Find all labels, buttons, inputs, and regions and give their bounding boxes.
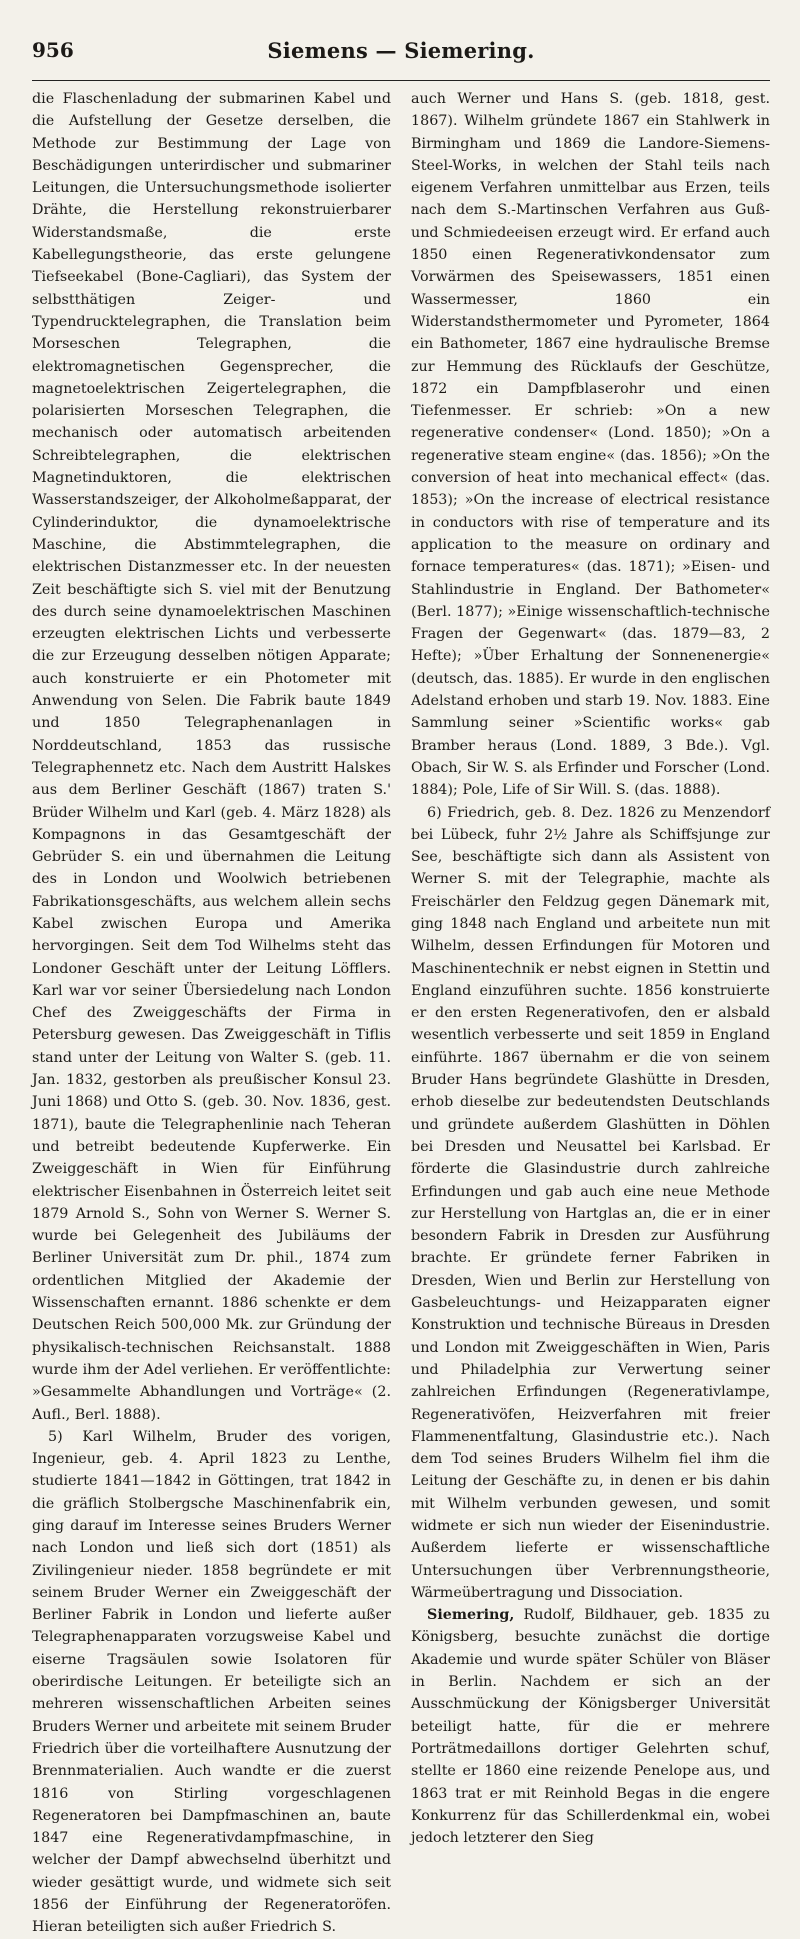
right-column	[411, 88, 770, 1847]
paragraph-werner-inventions: die Flaschenladung der submarinen Kabel und die Aufstellung der Gesetze derselben, die Methode zur Bestimmung der Lage von Beschädigungen unterirdischer und submariner Leitungen, die Untersuchungsmethode isolierter Drähte, die Herstellung rekonstruierbarer Widerstandsmaße, die erste Kabellegungstheorie, das erste gelungene Tiefseekabel (Bone-Cagliari), das System der selbstthätigen Zeiger- und Typendrucktelegraphen, die Translation beim Morseschen Telegraphen, die elektromagnetischen Gegensprecher, die magnetoelektrischen Zeigertelegraphen, die polarisierten Morseschen Telegraphen, die mechanisch oder automatisch arbeitenden Schreibtelegraphen, die elektrischen Magnetinduktoren, die elektrischen Wasserstandszeiger, der Alkoholmeßapparat, der Cylinderinduktor, die dynamoelektrische Maschine, die Abstimmtelegraphen, die elektrischen Distanzmesser etc. In der neuesten Zeit beschäftigte sich S. viel mit der Benutzung des durch seine dynamoelektrischen Maschinen erzeugten elektrischen Lichts und verbesserte die zur Erzeugung desselben nötigen Apparate; auch konstruierte er ein Photometer mit Anwendung von Selen. Die Fabrik baute 1849 und 1850 Telegraphenanlagen in Norddeutschland, 1853 das russische Telegraphennetz etc. Nach dem Austritt Halskes aus dem Berliner Geschäft (1867) traten S.' Brüder Wilhelm und Karl (geb. 4. März 1828) als Kompagnons in das Gesamtgeschäft der Gebrüder S. ein und übernahmen die Leitung des in London und Woolwich betriebenen Fabrikationsgeschäfts, aus welchem allein sechs Kabel zwischen Europa und Amerika hervorgingen. Seit dem Tod Wilhelms steht das Londoner Geschäft unter der Leitung Löfflers. Karl war vor seiner Übersiedelung nach London Chef des Zweiggeschäfts der Firma in Petersburg gewesen. Das Zweiggeschäft in Tiflis stand unter der Leitung von Walter S. (geb. 11. Jan. 1832, gestorben als preußischer Konsul 23. Juni 1868) und Otto S. (geb. 30. Nov. 1836, gest. 1871), baute die Telegraphenlinie nach Teheran und betreibt bedeutende Kupferwerke. Ein Zweiggeschäft in Wien für Einführung elektrischer Eisenbahnen in Österreich leitet seit 1879 Arnold S., Sohn von Werner S. Werner S. wurde bei Gelegenheit des Jubiläums der Berliner Universität zum Dr. phil., 1874 zum ordentlichen Mitglied der Akademie der Wissenschaften ernannt. 1886 schenkte er dem Deutschen Reich 500,000 Mk. zur Gründung der physikalisch-technischen Reichsanstalt. 1888 wurde ihm der Adel verliehen. Er veröffentlichte: »Gesammelte Abhandlungen und Vorträge« (2. Aufl., Berl. 1888).	[32, 91, 391, 1423]
page-header	[32, 38, 770, 78]
paragraph-siemering	[411, 1604, 770, 1849]
left-column	[32, 88, 391, 1936]
header-rule	[32, 80, 770, 81]
page-number: 956	[32, 38, 74, 62]
entry-lemma: Siemering,	[427, 1607, 515, 1624]
text-columns	[32, 88, 770, 1936]
paragraph-friedrich: 6) Friedrich, geb. 8. Dez. 1826 zu Menzendorf bei Lübeck, fuhr 2½ Jahre als Schiffsjunge zur See, beschäftigte sich dann als Assistent von Werner S. mit der Telegraphie, machte als Freischärler den Feldzug gegen Dänemark mit, ging 1848 nach England und arbeitete nun mit Wilhelm, dessen Erfindungen für Motoren und Maschinentechnik er nebst eignen in Stettin und England einzuführen suchte. 1856 konstruierte er den ersten Regenerativofen, den er alsbald wesentlich verbesserte und seit 1859 in England einführte. 1867 übernahm er die von seinem Bruder Hans begründete Glashütte in Dresden, erhob dieselbe zur bedeutendsten Deutschlands und gründete außerdem Glashütten in Döhlen bei Dresden und Neusattel bei Karlsbad. Er förderte die Glasindustrie durch zahlreiche Erfindungen und gab auch eine neue Methode zur Herstellung von Hartglas an, die er in einer besondern Fabrik in Dresden zur Ausführung brachte. Er gründete ferner Fabriken in Dresden, Wien und Berlin zur Herstellung von Gasbeleuchtungs- und Heizapparaten eigner Konstruktion und technische Büreaus in Dresden und London mit Zweiggeschäften in Wien, Paris und Philadelphia zur Verwertung seiner zahlreichen Erfindungen (Regenerativlampe, Regenerativöfen, Heizverfahren mit freier Flammenentfaltung, Glasindustrie etc.). Nach dem Tod seines Bruders Wilhelm fiel ihm die Leitung der Geschäfte zu, in denen er bis dahin mit Wilhelm verbunden gewesen, und somit widmete er sich nun wieder der Eisenindustrie. Außerdem lieferte er wissenschaftliche Untersuchungen über Verbrennungstheorie, Wärmeübertragung und Dissociation.	[411, 804, 770, 1601]
running-title: Siemens — Siemering.	[267, 38, 535, 63]
paragraph-wilhelm-continued: auch Werner und Hans S. (geb. 1818, gest. 1867). Wilhelm gründete 1867 ein Stahlwerk in Birmingham und 1869 die Landore-Siemens-Steel-Works, in welchen der Stahl teils nach eigenem Verfahren unmittelbar aus Erzen, teils nach dem S.-Martinschen Verfahren aus Guß- und Schmiedeeisen erzeugt wird. Er erfand auch 1850 einen Regenerativkondensator zum Vorwärmen des Speisewassers, 1851 einen Wassermesser, 1860 ein Widerstandsthermometer und Pyrometer, 1864 ein Bathometer, 1867 eine hydraulische Bremse zur Hemmung des Rücklaufs der Geschütze, 1872 ein Dampfblaserohr und einen Tiefenmesser. Er schrieb: »On a new regenerative condenser« (Lond. 1850); »On a regenerative steam engine« (das. 1856); »On the conversion of heat into mechanical effect« (das. 1853); »On the increase of electrical resistance in conductors with rise of temperature and its application to the measure on ordinary and fornace temperatures« (das. 1871); »Eisen- und Stahlindustrie in England. Der Bathometer« (Berl. 1877); »Einige wissenschaftlich-technische Fragen der Gegenwart« (das. 1879—83, 2 Hefte); »Über Erhaltung der Sonnenenergie« (deutsch, das. 1885). Er wurde in den englischen Adelstand erhoben und starb 19. Nov. 1883. Eine Sammlung seiner »Scientific works« gab Bramber heraus (Lond. 1889, 3 Bde.). Vgl. Obach, Sir W. S. als Erfinder und Forscher (Lond. 1884); Pole, Life of Sir Will. S. (das. 1888).	[411, 91, 770, 799]
paragraph-karl-wilhelm: 5) Karl Wilhelm, Bruder des vorigen, Ingenieur, geb. 4. April 1823 zu Lenthe, studierte 1841—1842 in Göttingen, trat 1842 in die gräflich Stolbergsche Maschinenfabrik ein, ging darauf im Interesse seines Bruders Werner nach London und ließ sich dort (1851) als Zivilingenieur nieder. 1858 begründete er mit seinem Bruder Werner ein Zweiggeschäft der Berliner Fabrik in London und lieferte außer Telegraphenapparaten vorzugsweise Kabel und eiserne Tragsäulen sowie Isolatoren für oberirdische Leitungen. Er beteiligte sich an mehreren wissenschaftlichen Arbeiten seines Bruders Werner und arbeitete mit seinem Bruder Friedrich über die vorteilhaftere Ausnutzung der Brennmaterialien. Auch wandte er die zuerst 1816 von Stirling vorgeschlagenen Regeneratoren bei Dampfmaschinen an, baute 1847 eine Regenerativdampfmaschine, in welcher der Dampf abwechselnd überhitzt und wieder gesättigt wurde, und widmete sich seit 1856 der Einführung der Regeneratoröfen. Hieran beteiligten sich außer Friedrich S.	[32, 1428, 391, 1936]
entry-text: Rudolf, Bildhauer, geb. 1835 zu Königsberg, besuchte zunächst die dortige Akademie und wurde später Schüler von Bläser in Berlin. Nachdem er sich an der Ausschmückung der Königsberger Universität beteiligt hatte, für die er mehrere Porträtmedaillons dortiger Gelehrten schuf, stellte er 1860 eine reizende Penelope aus, und 1863 trat er mit Reinhold Begas in die engere Konkurrenz für das Schillerdenkmal ein, wobei jedoch letzterer den Sieg	[411, 1607, 770, 1847]
